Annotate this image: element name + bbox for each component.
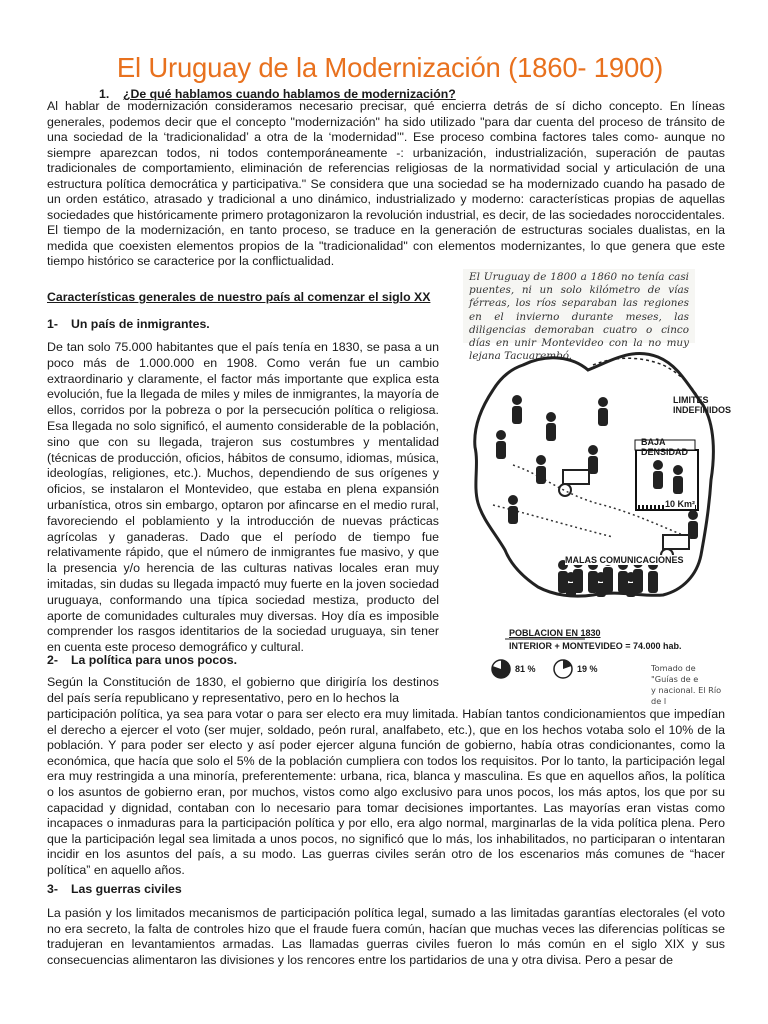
label-area: 10 Km² [665, 499, 696, 509]
question-text: ¿De qué hablamos cuando hablamos de modernización? [123, 87, 456, 101]
intro-paragraph: Al hablar de modernización consideramos necesario precisar, qué encierra detrás de sí dicho concepto. En líneas generales, podemos decir que el concepto "modernización" ha sido utilizado "para dar cuenta del proceso de tránsito de una sociedad de la ‘tradicionalidad’ a otra de la ‘modernidad’". Ese proceso combina factores tales como- aunque no siempre aparezcan todos, ni todos contemporáneamente -: urbanización, industrialización, superación de pautas tradicionales de comportamiento, eliminación de referencias religiosas de la normatividad social y articulación de una estructura política democrática y participativa." Se considera que una sociedad se ha modernizado cuando ha pasado de un orden estático, atrasado y tradicional a uno dinámico, industrializado y moderno: características propias de aquellas sociedades que históricamente primero protagonizaron la revolución industrial, es decir, de las sociedades noroccidentales. El tiempo de la modernización, en tanto proceso, se traduce en la generación de estructuras sociales dualistas, en la medida que coexisten elementos propios de la "tradicionalidad" con elementos modernizantes, lo que genera que este tiempo histórico se caracterice por la conflictualidad. [47, 99, 725, 268]
section-1-number: 1- [47, 317, 58, 331]
person-icon [598, 397, 608, 426]
section-2-number: 2- [47, 653, 58, 667]
section-1-title: Un país de inmigrantes. [71, 317, 210, 331]
label-malas: MALAS COMUNICACIONES [565, 555, 684, 565]
label-formula: INTERIOR + MONTEVIDEO = 74.000 hab. [509, 641, 682, 651]
person-icon [673, 465, 683, 494]
section-3-number: 3- [47, 882, 58, 896]
map-illustration [453, 265, 725, 705]
person-icon [536, 455, 546, 484]
person-icon [653, 460, 663, 489]
label-pct-montevideo: 19 % [577, 664, 598, 674]
section-1-body: De tan solo 75.000 habitantes que el país tenía en 1830, se pasa a un poco más de 1.000.000 en 1908. Como verán fue un cambio extraordinario y claramente, el factor más importante que explica esta evolución, fue la llegada de miles y miles de inmigrantes, la mayoría de ellos, corridos por la pobreza o por la persecución política o religiosa. Esa llegada no solo significó, el aumento considerable de la población, sino que con su llegada, trajeron sus costumbres y mentalidad (técnicas de producción, oficios, hábitos de consumo, idiomas, música, ideologías, religiones, etc.). Muchos, dependiendo de sus orígenes y oficios, se instalaron el Montevideo, que estaba en plena expansión urbanística, otros sin embargo, optaron por afincarse en el medio rural, favoreciendo el poblamiento y la introducción de nuevas prácticas agrícolas y ganaderas. Dado que el período de tiempo fue relativamente rápido, que el número de inmigrantes fue masivo, y que la presencia y/o herencia de las culturas nativas locales eran muy imitadas, sin dudas su llegada impactó muy fuerte en la joven sociedad uruguaya, conformando una típica sociedad mestiza, producto del aporte de comunidades culturales muy diversas. Hoy día es imposible comprender los rasgos identitarios de la sociedad uruguaya, sin tener en cuenta este proceso demográfico y cultural. [47, 340, 439, 655]
section-1-heading [47, 316, 210, 332]
pie-interior [492, 660, 510, 678]
figure-credit: Tomado de "Guías de e y nacional. El Río de l [651, 663, 722, 706]
section-3-body: La pasión y los limitados mecanismos de participación política legal, sumado a las limitadas garantías electorales (el voto no era secreto, la falta de controles hizo que el fraude fuera común, hacían que muchas veces las diferencias políticas se tradujeran en levantamientos armadas. Las llamadas guerras civiles fueron lo más común en el siglo XIX y sus consecuencias alimentaron las divisiones y los rencores entre los partidarios de una y otra divisa. Pero a pesar de [47, 906, 725, 967]
section-2-title: La política para unos pocos. [71, 653, 238, 667]
section-heading: Características generales de nuestro país al comenzar el siglo XX [47, 290, 431, 304]
label-density: BAJA DENSIDAD [641, 437, 689, 457]
person-icon [512, 395, 522, 424]
section-3-title: Las guerras civiles [71, 882, 182, 896]
cart-icon [559, 470, 589, 496]
section-2-body: participación política, ya sea para votar o para ser electo era muy limitada. Habían tantos condicionamientos que impedían el derecho a ejercer el voto (ser mujer, soldado, peón rural, analfabeto, etc.), que en los hechos votaba solo el 10% de la población. Y para poder ser electo y así poder ejercer alguna función de gobierno, había otras condicionantes, como la económica, que hacía que solo el 5% de la población cumpliera con todos los requisitos. Por lo tanto, la participación legal era muy restringida a una minoría, preferentemente: urbana, rica, blanca y masculina. Es que en aquellos años, la política o los asuntos de gobierno eran, por muchos, vistos como algo exclusivo para unos pocos, los más aptos, los que por su capacidad y dignidad, contaban con lo necesario para tomar decisiones importantes. Las mayorías eran vistas como incapaces o inmaduras para la participación política y por ello, era algo normal, marginarlas de la vida política plena. Pero que la participación legal sea limitada a unos pocos, no significó que lo más, los inhabilitados, no participaran o intentaran incidir en los asuntos del país, a su modo. Las guerras civiles serán otro de los escenarios más comunes de “hacer política” en aquello años. [47, 707, 725, 877]
label-poblacion: POBLACION EN 1830 [509, 628, 601, 638]
figure-caption: El Uruguay de 1800 a 1860 no tenía casi puentes, ni un solo kilómetro de vías férreas, los ríos separaban las regiones en el invierno durante meses, las diligencias demoraban cuatro o cinco días en unir Montevideo con la no muy lejana Tacuarembó. [463, 269, 695, 343]
person-icon [546, 412, 556, 441]
section-2-body-narrow: Según la Constitución de 1830, el gobierno que dirigiría los destinos del país sería republicano y representativo, pero en lo hechos la [47, 675, 439, 705]
person-icon [496, 430, 506, 459]
section-3-heading [47, 881, 182, 897]
pie-montevideo [554, 660, 572, 678]
section-2-heading [47, 652, 237, 668]
label-pct-interior: 81 % [515, 664, 536, 674]
question-number: 1. [99, 87, 110, 101]
page-title: El Uruguay de la Modernización (1860- 1900) [116, 52, 664, 83]
uruguay-map-figure [453, 265, 732, 706]
label-limites: LIMITES INDEFINIDOS [673, 395, 732, 415]
person-icon [508, 495, 518, 524]
